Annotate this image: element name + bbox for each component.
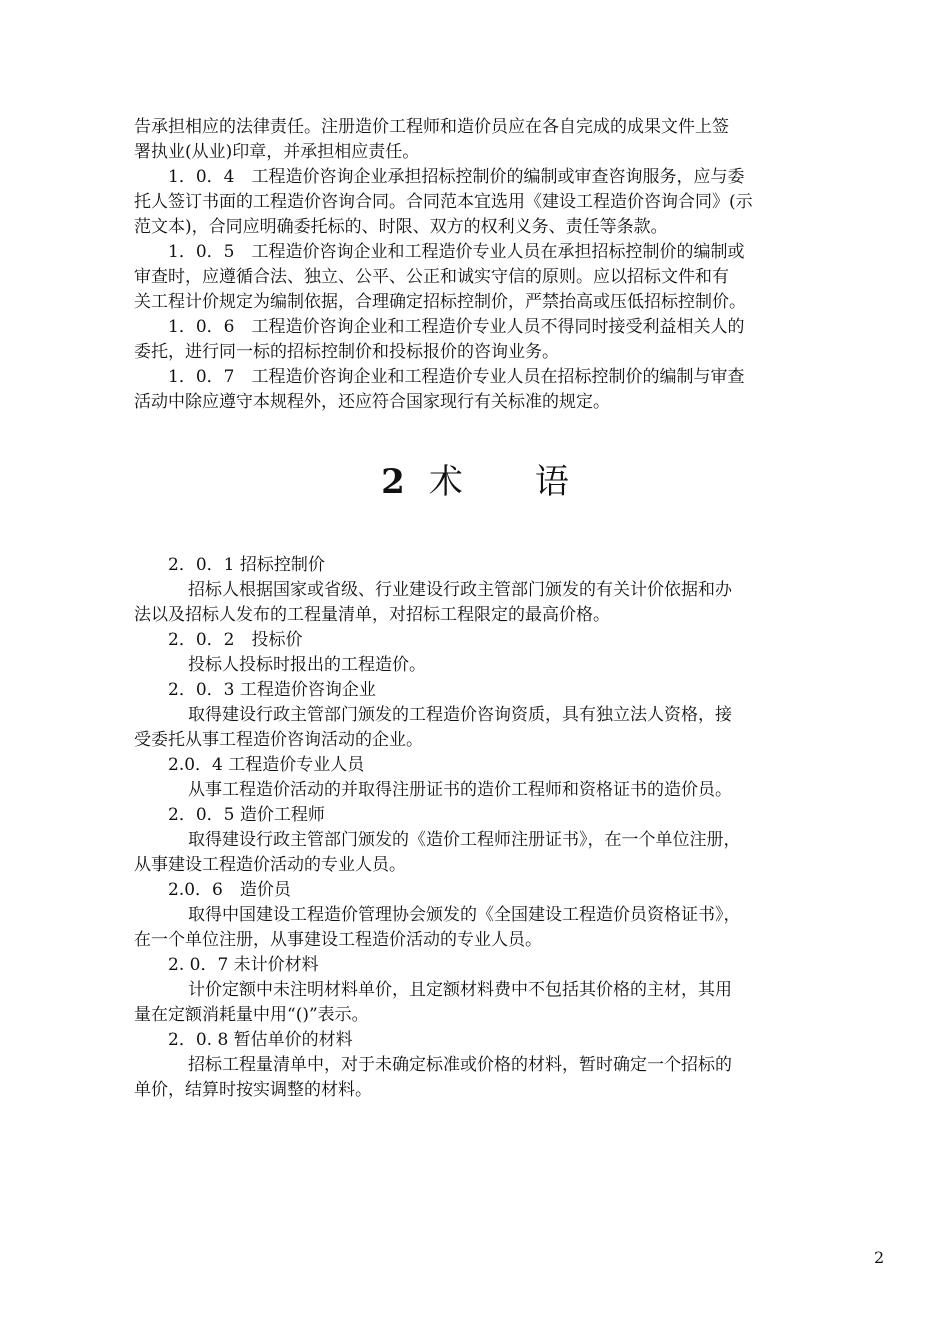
paragraph-line: 委托，进行同一标的招标控制价和投标报价的咨询业务。	[134, 342, 559, 362]
paragraph-line: 署执业(从业)印章，并承担相应责任。	[134, 142, 420, 162]
term-definition: 单价，结算时按实调整的材料。	[134, 1080, 372, 1100]
term-definition: 招标人根据国家或省级、行业建设行政主管部门颁发的有关计价依据和办	[188, 580, 732, 600]
term-definition: 投标人投标时报出的工程造价。	[188, 655, 426, 675]
term-definition: 计价定额中未注明材料单价，且定额材料费中不包括其价格的主材，其用	[188, 980, 732, 1000]
paragraph-line: 活动中除应遵守本规程外，还应符合国家现行有关标准的规定。	[134, 392, 610, 412]
term-definition: 法以及招标人发布的工程量清单，对招标工程限定的最高价格。	[134, 605, 610, 625]
term-title: 2．0．3 工程造价咨询企业	[168, 680, 376, 700]
paragraph-line: 审查时，应遵循合法、独立、公平、公正和诚实守信的原则。应以招标文件和有	[134, 267, 729, 287]
term-definition: 取得建设行政主管部门颁发的《造价工程师注册证书》，在一个单位注册，	[188, 830, 741, 850]
clause-1-0-7-line: 1．0．7 工程造价咨询企业和工程造价专业人员在招标控制价的编制与审查	[168, 367, 745, 387]
term-title: 2．0．2 投标价	[168, 630, 303, 650]
clause-1-0-4-line: 1．0．4 工程造价咨询企业承担招标控制价的编制或审查咨询服务，应与委	[168, 167, 745, 187]
paragraph-line: 关工程计价规定为编制依据，合理确定招标控制价，严禁抬高或压低招标控制价。	[134, 292, 746, 312]
paragraph-line: 范文本)，合同应明确委托标的、时限、双方的权利义务、责任等条款。	[134, 217, 668, 237]
term-definition: 从事工程造价活动的并取得注册证书的造价工程师和资格证书的造价员。	[188, 780, 732, 800]
term-title: 2.0．6 造价员	[168, 880, 291, 900]
clause-1-0-6-line: 1．0．6 工程造价咨询企业和工程造价专业人员不得同时接受利益相关人的	[168, 317, 745, 337]
paragraph-line: 告承担相应的法律责任。注册造价工程师和造价员应在各自完成的成果文件上签	[134, 117, 729, 137]
term-definition: 招标工程量清单中，对于未确定标准或价格的材料，暂时确定一个招标的	[188, 1055, 732, 1075]
term-title: 2．0. 8 暂估单价的材料	[168, 1030, 353, 1050]
paragraph-line: 托人签订书面的工程造价咨询合同。合同范本宜选用《建设工程造价咨询合同》(示	[134, 192, 753, 212]
term-title: 2. 0．7 未计价材料	[168, 955, 319, 975]
term-definition: 取得中国建设工程造价管理协会颁发的《全国建设工程造价员资格证书》，	[188, 905, 741, 925]
term-title: 2．0．5 造价工程师	[168, 805, 325, 825]
term-definition: 在一个单位注册，从事建设工程造价活动的专业人员。	[134, 930, 542, 950]
section-title-char-1: 术	[428, 462, 463, 502]
clause-1-0-5-line: 1．0．5 工程造价咨询企业和工程造价专业人员在承担招标控制价的编制或	[168, 242, 745, 262]
term-definition: 受委托从事工程造价咨询活动的企业。	[134, 730, 423, 750]
term-definition: 量在定额消耗量中用“()”表示。	[134, 1005, 369, 1025]
term-definition: 从事建设工程造价活动的专业人员。	[134, 855, 406, 875]
section-number: 2	[381, 462, 405, 502]
section-heading	[0, 462, 950, 502]
term-title: 2.0．4 工程造价专业人员	[168, 755, 365, 775]
term-definition: 取得建设行政主管部门颁发的工程造价咨询资质，具有独立法人资格，接	[188, 705, 732, 725]
section-title-char-2: 语	[534, 462, 569, 502]
page-number: 2	[874, 1248, 885, 1267]
term-title: 2．0．1 招标控制价	[168, 555, 325, 575]
